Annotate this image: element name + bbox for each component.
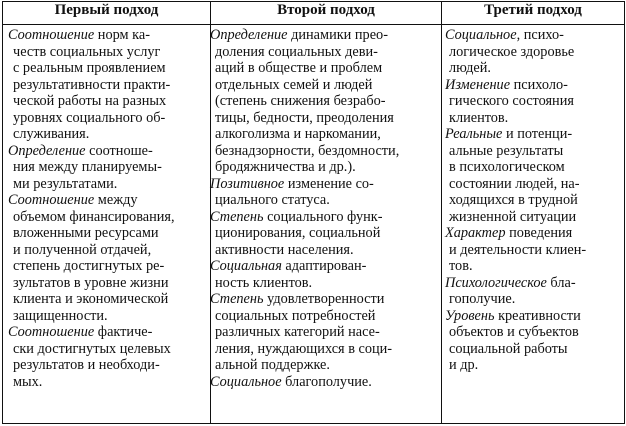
line-text: ческой работы на разных xyxy=(13,93,167,109)
text-line xyxy=(445,225,624,242)
line-text: поведения xyxy=(505,225,573,241)
text-line xyxy=(13,374,210,391)
line-text: социальной работы xyxy=(449,340,568,357)
line-text: креативности xyxy=(494,307,581,324)
line-text: и потенци- xyxy=(502,126,573,142)
line-text: клиентов. xyxy=(449,109,509,126)
text-line xyxy=(13,60,210,77)
line-text: удовлетворенности xyxy=(263,291,385,307)
column-second-approach xyxy=(211,25,442,424)
line-text: клиента и экономической xyxy=(13,291,169,307)
header-second-approach: Второй подход xyxy=(211,2,442,25)
text-line xyxy=(8,324,210,341)
text-line xyxy=(215,143,441,160)
text-line xyxy=(449,143,624,160)
text-line xyxy=(13,159,210,176)
table-cell-paragraph xyxy=(442,308,624,374)
line-text: гического состояния xyxy=(449,93,574,109)
line-text: бродяжничества и др.). xyxy=(215,159,356,175)
italic-lead-term: Соотношение xyxy=(8,27,95,43)
line-text: различных категорий насе- xyxy=(215,324,380,340)
line-text: социального функ- xyxy=(263,208,383,225)
text-line xyxy=(449,192,624,209)
table-cell-paragraph xyxy=(211,25,441,176)
line-text: между xyxy=(94,192,138,208)
text-line xyxy=(13,357,210,374)
text-line xyxy=(8,142,210,160)
text-line xyxy=(8,192,210,209)
line-text: жизненной ситуации xyxy=(449,208,577,225)
text-line xyxy=(445,274,624,292)
table-cell-paragraph xyxy=(3,192,210,324)
line-text: тицы, бедности, преодоления xyxy=(215,109,394,126)
text-line xyxy=(449,209,624,226)
line-text: бла- xyxy=(546,274,576,291)
header-first-approach: Первый подход xyxy=(3,2,211,25)
text-line xyxy=(215,341,441,358)
line-text: социальных потребностей xyxy=(215,307,376,324)
line-text: ми результатами. xyxy=(13,175,118,192)
italic-lead-term: Характер xyxy=(445,225,506,241)
line-text: ходящихся в трудной xyxy=(449,192,578,208)
italic-lead-term: Социальная xyxy=(210,258,282,274)
text-line xyxy=(215,77,441,94)
line-text: доления социальных деви- xyxy=(215,43,378,60)
header-third-approach: Третий подход xyxy=(442,2,625,25)
text-line xyxy=(449,242,624,259)
italic-lead-term: Социальное xyxy=(210,373,282,390)
italic-lead-term: Психологическое xyxy=(445,274,547,291)
text-line xyxy=(13,77,210,94)
line-text: алкоголизма и наркомании, xyxy=(215,126,381,142)
text-line xyxy=(215,324,441,341)
line-text: результативности практи- xyxy=(13,76,171,93)
table-cell-paragraph xyxy=(211,176,441,209)
line-text: адаптирован- xyxy=(281,258,367,274)
table-cell-paragraph xyxy=(442,275,624,308)
table-cell-paragraph xyxy=(3,25,210,143)
text-line xyxy=(13,341,210,358)
text-line xyxy=(210,208,441,226)
line-text: и деятельности клиен- xyxy=(449,241,587,258)
text-line xyxy=(449,291,624,308)
line-text: ционирования, социальной xyxy=(215,225,381,241)
text-line xyxy=(13,275,210,292)
table-cell-paragraph xyxy=(442,25,624,77)
table-cell-paragraph xyxy=(211,374,441,391)
text-line xyxy=(210,291,441,308)
line-text: ность клиентов. xyxy=(215,274,313,291)
line-text: изменение со- xyxy=(284,175,374,192)
text-line xyxy=(215,93,441,110)
italic-lead-term: Социальное xyxy=(445,27,517,43)
line-text: зультатов в уровне жизни xyxy=(13,274,169,291)
italic-lead-term: Реальные xyxy=(445,126,503,142)
column-third-approach xyxy=(442,25,625,424)
italic-lead-term: Позитивное xyxy=(210,175,285,192)
italic-lead-term: Уровень xyxy=(445,307,495,324)
text-line xyxy=(215,192,441,209)
table-cell-paragraph xyxy=(3,324,210,390)
line-text: защищенности. xyxy=(13,307,108,324)
text-line xyxy=(215,275,441,292)
text-line xyxy=(8,27,210,44)
table-cell-paragraph xyxy=(211,209,441,259)
text-line xyxy=(215,110,441,127)
text-line xyxy=(449,159,624,176)
text-line xyxy=(13,93,210,110)
table-cell-paragraph xyxy=(442,225,624,275)
text-line xyxy=(445,76,624,94)
column-first-approach xyxy=(3,25,211,424)
text-line xyxy=(13,44,210,61)
text-line xyxy=(449,324,624,341)
line-text: результатов и необходи- xyxy=(13,357,160,373)
text-line xyxy=(13,258,210,275)
line-text: отдельных семей и людей xyxy=(215,76,373,93)
text-line xyxy=(13,242,210,259)
line-text: логическое здоровье xyxy=(449,43,575,60)
text-line xyxy=(13,225,210,242)
line-text: людей. xyxy=(449,60,491,76)
line-text: фактиче- xyxy=(94,324,153,340)
line-text: альной поддержке. xyxy=(215,357,330,373)
text-line xyxy=(13,308,210,325)
text-line xyxy=(445,27,624,44)
line-text: степень достигнутых ре- xyxy=(13,258,165,274)
line-text: служивания. xyxy=(13,126,90,142)
table-cell-paragraph xyxy=(211,291,441,374)
text-line xyxy=(13,176,210,193)
line-text: , психо- xyxy=(516,27,564,43)
line-text: и др. xyxy=(449,357,479,373)
line-text: состоянии людей, на- xyxy=(449,175,580,192)
table-cell-paragraph xyxy=(3,143,210,193)
text-line xyxy=(215,357,441,374)
text-line xyxy=(13,209,210,226)
italic-lead-term: Определение xyxy=(8,142,86,159)
text-line xyxy=(449,341,624,358)
line-text: в психологическом xyxy=(449,159,565,175)
body-row xyxy=(3,25,625,424)
text-line xyxy=(215,242,441,259)
line-text: и полученной отдачей, xyxy=(13,241,152,258)
approaches-table xyxy=(2,1,625,424)
text-line xyxy=(449,60,624,77)
line-text: ски достигнутых целевых xyxy=(13,340,171,357)
text-line xyxy=(210,258,441,275)
text-line xyxy=(210,373,441,391)
line-text: мых. xyxy=(13,373,43,390)
text-line xyxy=(13,126,210,143)
text-line xyxy=(449,258,624,275)
line-text: объектов и субъектов xyxy=(449,324,579,340)
italic-lead-term: Соотношение xyxy=(8,192,95,208)
text-line xyxy=(215,225,441,242)
text-line xyxy=(449,44,624,61)
table-cell-paragraph xyxy=(442,77,624,127)
text-line xyxy=(445,307,624,325)
line-text: норм ка- xyxy=(94,27,150,43)
line-text: (степень снижения безрабо- xyxy=(215,93,386,109)
text-line xyxy=(215,159,441,176)
italic-lead-term: Степень xyxy=(210,291,264,307)
text-line xyxy=(449,357,624,374)
line-text: вложенными ресурсами xyxy=(13,225,159,241)
line-text: соотноше- xyxy=(85,142,153,159)
text-line xyxy=(215,308,441,325)
italic-lead-term: Степень xyxy=(210,208,264,225)
line-text: гополучие. xyxy=(449,291,516,307)
line-text: тов. xyxy=(449,258,473,274)
text-line xyxy=(210,175,441,193)
text-line xyxy=(210,27,441,44)
line-text: активности населения. xyxy=(215,241,354,258)
table-cell-paragraph xyxy=(442,126,624,225)
line-text: альные результаты xyxy=(449,142,564,159)
text-line xyxy=(449,176,624,193)
text-line xyxy=(215,44,441,61)
table-cell-paragraph xyxy=(211,258,441,291)
text-line xyxy=(215,60,441,77)
line-text: циального статуса. xyxy=(215,192,330,208)
line-text: динамики прео- xyxy=(287,27,388,43)
line-text: ния между планируемы- xyxy=(13,159,162,175)
line-text: с реальным проявлением xyxy=(13,60,166,76)
line-text: объемом финансирования, xyxy=(13,208,175,225)
line-text: уровнях социального об- xyxy=(13,109,166,126)
text-line xyxy=(13,291,210,308)
text-line xyxy=(445,126,624,143)
line-text: ления, нуждающихся в соци- xyxy=(215,340,393,357)
header-row xyxy=(3,2,625,25)
text-line xyxy=(13,110,210,127)
italic-lead-term: Соотношение xyxy=(8,324,95,340)
text-line xyxy=(215,126,441,143)
line-text: безнадзорности, бездомности, xyxy=(215,142,400,159)
line-text: аций в обществе и проблем xyxy=(215,60,383,76)
line-text: благополучие. xyxy=(281,373,372,390)
line-text: честв социальных услуг xyxy=(13,43,161,60)
italic-lead-term: Изменение xyxy=(445,76,511,93)
line-text: психоло- xyxy=(510,76,568,93)
text-line xyxy=(449,93,624,110)
italic-lead-term: Определение xyxy=(210,27,288,43)
text-line xyxy=(449,110,624,127)
